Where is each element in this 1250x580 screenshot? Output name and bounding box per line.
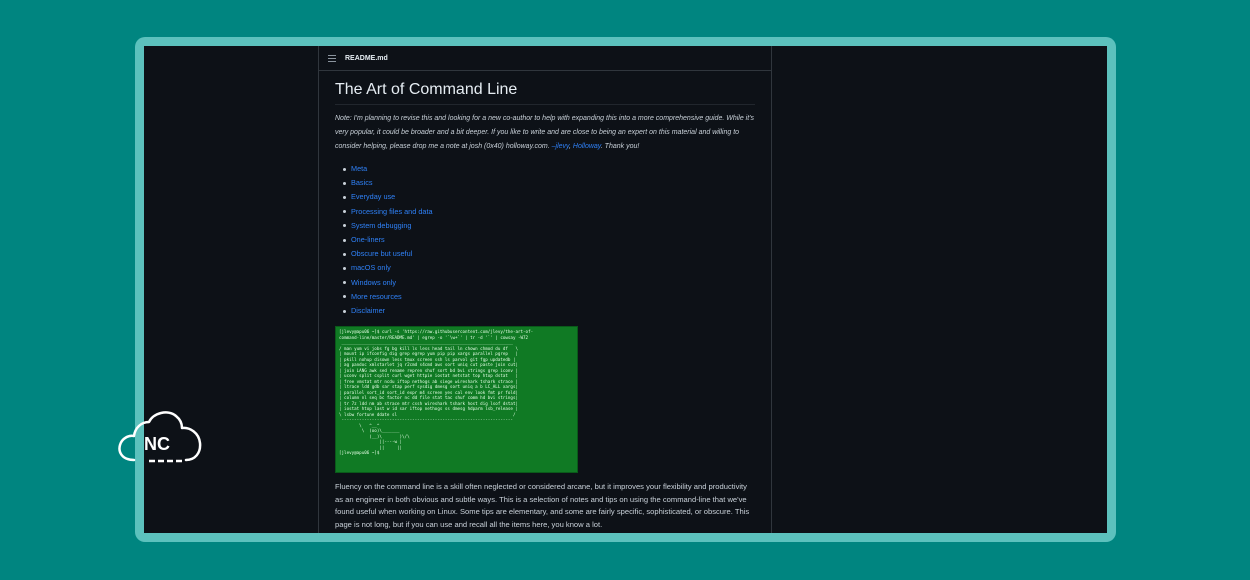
terminal-screenshot — [335, 326, 578, 473]
toc-item[interactable]: Basics — [343, 176, 755, 190]
nc-logo — [116, 410, 204, 468]
note-end: . Thank you! — [600, 143, 640, 150]
intro-note — [335, 112, 755, 154]
toc-item[interactable]: System debugging — [343, 219, 755, 233]
toc-item[interactable]: More resources — [343, 290, 755, 304]
table-of-contents — [343, 162, 755, 318]
screen — [144, 46, 1107, 533]
toc-item[interactable]: Everyday use — [343, 190, 755, 204]
toc-item[interactable]: One-liners — [343, 233, 755, 247]
cloud-icon — [116, 410, 204, 468]
note-text: Note: I'm planning to revise this and looking for a new co-author to help with expanding this into a more comprehensive guide. While it's very popular, it could be broader and a bit deeper. If you like to write and are close to being an expert on this material and willing to consider helping, please drop me a note at josh (0x40) holloway.com. — [335, 115, 755, 150]
page-title: The Art of Command Line — [335, 81, 755, 105]
toc-item[interactable]: Processing files and data — [343, 205, 755, 219]
readme-content — [319, 71, 771, 531]
nc-label: NC — [144, 434, 170, 454]
list-icon[interactable] — [328, 54, 336, 62]
terminal-output: [jlevy@apu06 ~]$ curl -s 'https://raw.githubusercontent.com/jlevy/the-art-of- command-line/master/README.md' | egrep -o '`\w+`' | tr -d '`' | cowsay -W72 ____________________________________________________________________ / man yum vi jobs fg bg kill ls less head tail ln chown chmod du df \ | mount ip ifconfig dig grep egrep yum pip pip xargs parallel pgrep | | pkill nohup disown less tmux screen ssh ls parvol git fgp updatedb | | ag pandoc xmlstarlet jq r2cmd s4cmd aws sort uniq cut paste join cut| | join LANG awk sed rename repren shuf sort bd bvi strings grep iconv | | uconv split csplit curl wget httpie iostat netstat top htop dstat | | free vmstat mtr ncdu iftop nethogs ab siege wireshark tshark strace | | ltrace ldd gdb sar stap perf sysdig dmesg sort uniq a b LC_ALL xargs| | parallel sort_id sort_id expr m4 screen yes cal env look fmt pr fold| | column nl seq bc factor nc dd file stat tac shuf comm hd bvi strings| | tr 7z ldd nm ab strace mtr cssh wireshark tshark host dig lsof dstat| | iostat htop last w id sar iftop nethogs ss dmesg hdparm lsb_release | \ lsbw fortune ddate sl / -------------------------------------------------------------------- \ ^__^ \ (oo)\_______ (__)\ )\/\ ||----w | || || [jlevy@apu06 ~]$ — [339, 329, 534, 456]
jlevy-link[interactable]: –jlevy — [551, 143, 570, 150]
toc-item[interactable]: Windows only — [343, 276, 755, 290]
readme-panel — [318, 46, 772, 533]
holloway-link[interactable]: Holloway — [572, 143, 601, 150]
readme-header — [319, 46, 771, 71]
file-name: README.md — [345, 54, 388, 62]
intro-paragraph: Fluency on the command line is a skill often neglected or considered arcane, but it improves your flexibility and productivity as an engineer in both obvious and subtle ways. This is a selection of notes and tips on using the command-line that we've found useful when working on Linux. Some tips are elementary, and some are fairly specific, sophisticated, or obscure. This page is not long, but if you can use and recall all the items here, you know a lot. — [335, 482, 750, 529]
device-frame — [135, 37, 1116, 542]
toc-item[interactable]: Meta — [343, 162, 755, 176]
toc-item[interactable]: Obscure but useful — [343, 247, 755, 261]
note-separator: , — [569, 143, 573, 150]
toc-item[interactable]: macOS only — [343, 261, 755, 275]
toc-item[interactable]: Disclaimer — [343, 304, 755, 318]
